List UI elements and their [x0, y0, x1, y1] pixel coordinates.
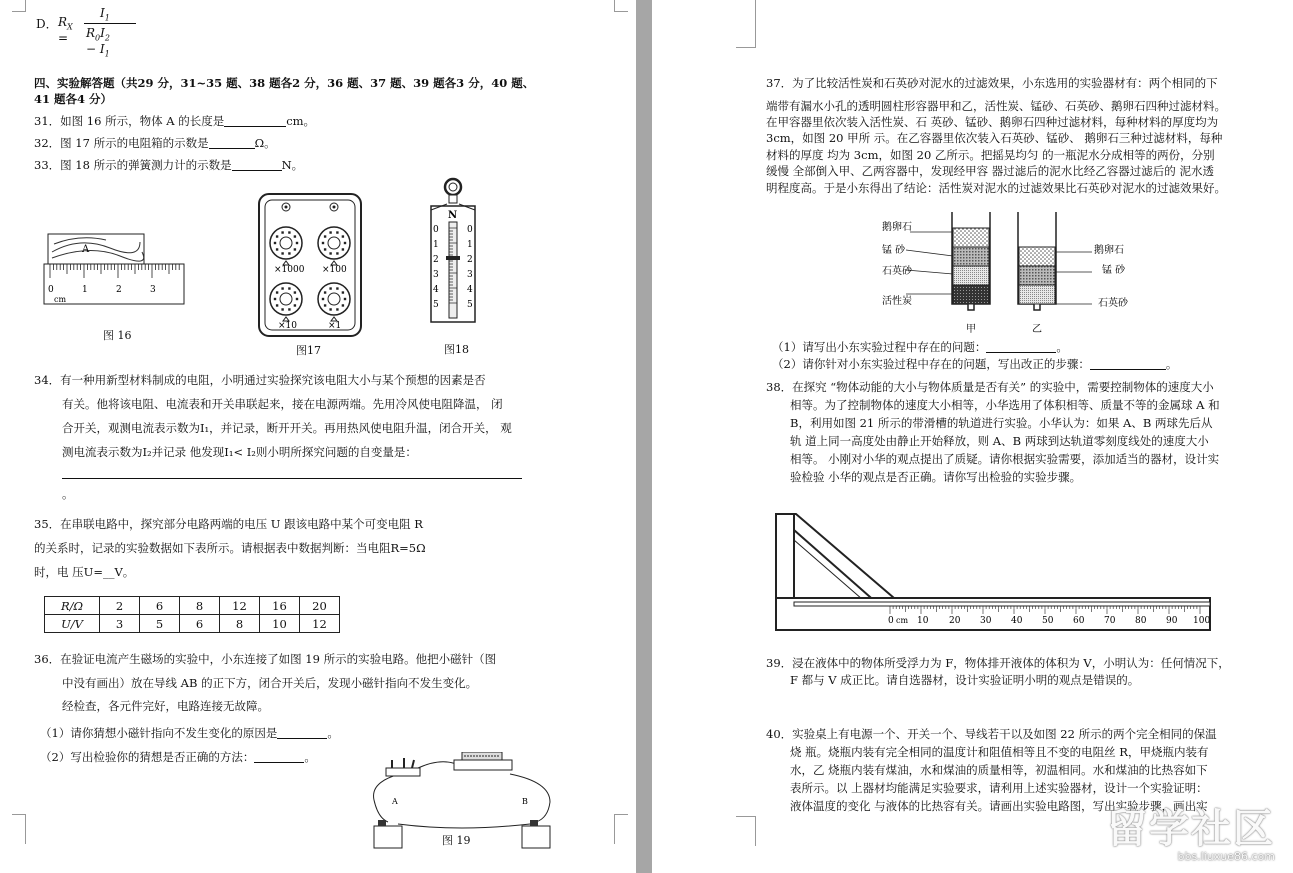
dial-multiplier: ×100 — [322, 265, 347, 275]
dial-multiplier: ×10 — [278, 321, 297, 331]
crop-mark — [614, 0, 628, 12]
formula-numerator: $I_1$ — [100, 6, 110, 23]
scale-tick-label: 4 — [433, 285, 439, 295]
dial-digit-mark — [342, 235, 344, 237]
ruler-tick-label: 50 — [1042, 616, 1054, 626]
question-40-line: 表所示。以 上器材均能满足实验要求，请利用上述实验器材，设计一个实验证明： — [790, 781, 1208, 795]
dial-digit-mark — [324, 235, 326, 237]
question-37-line: 端带有漏水小孔的透明圆柱形容器甲和乙，活性炭、锰砂、石英砂、鹅卵石四种过滤材料。 — [766, 99, 1226, 113]
ruler-tick-label: 0 — [888, 616, 894, 626]
question-33: 33．图 18 所示的弹簧测力计的示数是 N。 — [34, 158, 304, 172]
figure-19-caption: 图 19 — [442, 834, 471, 847]
dial-digit-mark — [342, 291, 344, 293]
ruler-tick-label: 40 — [1011, 616, 1023, 626]
question-38-line: B，利用如图 21 所示的带滑槽的轨道进行实验。小华认为：如果 A、B 两球先后从 — [790, 416, 1213, 430]
table-cell: 10 — [260, 615, 300, 633]
layer-manganese — [953, 247, 989, 266]
scale-unit: N — [448, 210, 458, 221]
crop-mark — [736, 816, 756, 846]
point-a-label: A — [392, 797, 398, 806]
dial-digit-mark — [324, 291, 326, 293]
scale-tick-label: 5 — [467, 300, 473, 310]
dial-digit-mark — [344, 242, 346, 244]
figure-17-resistance-box — [258, 193, 362, 337]
question-37-sub-2: （2）请你针对小东实验过程中存在的问题，写出改正的步骤： 。 — [772, 357, 1178, 371]
dial-digit-mark — [281, 287, 283, 289]
question-35-line: 35．在串联电路中，探究部分电路两端的电压 U 跟该电路中某个可变电阻 R — [34, 517, 423, 531]
filter-label: 石英砂 — [882, 266, 912, 277]
answer-blank[interactable] — [232, 159, 282, 171]
answer-blank[interactable] — [224, 115, 286, 127]
dial-digit-mark — [329, 308, 331, 310]
question-35-line: 时，电 压U=__V。 — [34, 565, 135, 579]
dial-digit-mark — [296, 298, 298, 300]
table-header-cell: U/V — [45, 615, 100, 633]
question-36-line: 中没有画出）放在导线 AB 的正下方，闭合开关后，发现小磁针指向不发生变化。 — [62, 676, 478, 690]
point-b-label: B — [522, 797, 528, 806]
question-36-sub-2: （2）写出检验你的猜想是否正确的方法： 。 — [40, 750, 316, 764]
figure-16-caption: 图 16 — [103, 329, 132, 342]
dial-digit-mark — [294, 248, 296, 250]
dial-digit-mark — [336, 308, 338, 310]
answer-blank[interactable] — [209, 137, 255, 149]
question-34-line: 有关。他将该电阻、电流表和开关串联起来，接在电源两端。先用冷风使电阻降温， 闭 — [62, 397, 503, 411]
ruler-tick-label: 100 — [1193, 616, 1211, 626]
track-ramp — [794, 514, 894, 598]
data-table — [44, 596, 340, 633]
ruler-tick-label: 70 — [1104, 616, 1116, 626]
question-37-line: 缓慢 全部倒入甲、乙两容器中，发现经甲容 器过滤后的泥水比经乙容器过滤后的 泥水透 — [766, 164, 1214, 178]
layer-pebble — [953, 228, 989, 247]
dial-digit-mark — [294, 235, 296, 237]
question-37-sub-1: （1）请写出小东实验过程中存在的问题： 。 — [772, 340, 1068, 354]
figure-18-caption: 图18 — [444, 343, 469, 356]
scale-tick-label: 0 — [467, 225, 473, 235]
wire — [418, 762, 456, 768]
dial-digit-mark — [342, 304, 344, 306]
dial-digit-mark — [329, 287, 331, 289]
filter-label: 鹅卵石 — [1094, 245, 1124, 256]
formula-lhs: $R_X$ = — [58, 15, 73, 46]
dial-multiplier: ×1000 — [274, 265, 305, 275]
layer-manganese — [1019, 266, 1055, 285]
filter-label: 锰 砂 — [882, 245, 906, 256]
question-37-line: 材料的厚度 均为 3cm，如图 20 乙所示。把摇晃均匀 的一瓶泥水分成相等的两份，分别 — [766, 148, 1215, 162]
ruler-tick-label: 1 — [82, 285, 88, 295]
dial-digit-mark — [336, 287, 338, 289]
question-34-line: 测电流表示数为I₂并记录 他发现I₁< I₂则小明所探究问题的自变量是： — [62, 445, 417, 459]
right-page — [652, 0, 1293, 873]
answer-blank[interactable] — [1090, 358, 1166, 370]
table-cell: 2 — [100, 597, 140, 615]
question-34-end: 。 — [62, 487, 74, 501]
table-cell: 12 — [220, 597, 260, 615]
scale-ring — [445, 179, 461, 195]
question-40-line: 水，乙 烧瓶内装有煤油，水和煤油的质量相等，初温相同。水和煤油的比热容如下 — [790, 763, 1208, 777]
table-cell: 5 — [140, 615, 180, 633]
formula-denominator: $R_0I_2 - I_1$ — [86, 26, 110, 59]
question-38-line: 验检验 小华的观点是否正确。请你写出检验的实验步骤。 — [790, 470, 1082, 484]
filter-label: 活性炭 — [882, 296, 912, 307]
dial-digit-mark — [344, 298, 346, 300]
answer-blank[interactable] — [277, 727, 327, 739]
table-cell: 8 — [180, 597, 220, 615]
dial-digit-mark — [276, 304, 278, 306]
section-title: 四、实验解答题（共29 分，31~35 题、38 题各2 分，36 题、37 题、39 题各3 分，40 题、 — [34, 76, 535, 90]
crop-mark — [736, 0, 756, 48]
page-gutter — [636, 0, 652, 873]
question-34-line: 合开关，观测电流表示数为I₁，并记录，断开开关。再用热风使电阻升温，闭合开关， 观 — [62, 421, 512, 435]
dial-digit-mark — [288, 308, 290, 310]
ruler-tick-label: 0 — [48, 285, 54, 295]
ruler-tick-label: 30 — [980, 616, 992, 626]
ruler-tick-label: 2 — [116, 285, 122, 295]
dial-digit-mark — [288, 287, 290, 289]
layer-carbon — [953, 285, 989, 304]
question-40-line: 40．实验桌上有电源一个、开关一个、导线若干以及如图 22 所示的两个完全相同的保温 — [766, 727, 1217, 741]
figure-16-ruler — [40, 230, 190, 310]
answer-line[interactable] — [62, 478, 522, 479]
question-36-line: 36．在验证电流产生磁场的实验中，小东连接了如图 19 所示的实验电路。他把小磁针（图 — [34, 652, 497, 666]
ruler-tick-label: 60 — [1073, 616, 1085, 626]
table-header-cell: R/Ω — [45, 597, 100, 615]
ruler-tick-label: 90 — [1166, 616, 1178, 626]
dial-digit-mark — [276, 235, 278, 237]
track-groove — [794, 602, 1210, 606]
question-38-line: 38．在探究 “物体动能的大小与物体质量是否有关” 的实验中，需要控制物体的速度大小 — [766, 380, 1214, 394]
question-36-line: 经检查，各元件完好，电路连接无故障。 — [62, 699, 269, 713]
figure-17-caption: 图17 — [296, 344, 321, 357]
dial-digit-mark — [281, 308, 283, 310]
dial-digit-mark — [274, 298, 276, 300]
watermark-logo: 留学社区 bbs.liuxue86.com — [1107, 806, 1275, 863]
scale-tick-label: 3 — [433, 270, 439, 280]
battery — [374, 826, 402, 848]
question-39-line: 39．浸在液体中的物体所受浮力为 F，物体排开液体的体积为 V，小明认为：任何情况下， — [766, 656, 1230, 670]
question-40-line: 液体温度的变化 与液体的比热容有关。请画出实验电路图，写出实验步骤，画出实 — [790, 799, 1208, 813]
layer-pebble — [1019, 247, 1055, 266]
table-cell: 8 — [220, 615, 260, 633]
track-post — [776, 514, 794, 598]
question-38-line: 相等。为了控制物体的速度大小相等，小华选用了体积相等、质量不等的金属球 A 和 — [790, 398, 1220, 412]
figure-21-track — [774, 510, 1212, 632]
filter-label: 石英砂 — [1098, 298, 1128, 309]
question-37-line: 明程度高。于是小东得出了结论：活性炭对泥水的过滤效果比石英砂对泥水的过滤效果好。 — [766, 181, 1226, 195]
table-row — [45, 615, 340, 633]
figure-18-spring-scale — [425, 176, 481, 328]
ruler-tick-label: 3 — [150, 285, 156, 295]
rheostat — [454, 760, 512, 770]
table-cell: 6 — [140, 597, 180, 615]
question-35-line: 的关系时，记录的实验数据如下表所示。请根据表中数据判断：当电阻R=5Ω — [34, 541, 426, 555]
scale-tick-label: 1 — [433, 240, 439, 250]
scale-tick-label: 2 — [433, 255, 439, 265]
table-cell: 16 — [260, 597, 300, 615]
dial-digit-mark — [322, 242, 324, 244]
ruler-unit: cm — [54, 295, 67, 304]
layer-quartz — [953, 266, 989, 285]
question-37-line: 3cm，如图 20 甲所 示。在乙容器里依次装入石英砂、锰砂、 鹅卵石三种过滤材料，每种 — [766, 131, 1223, 145]
scale-tick-label: 2 — [467, 255, 473, 265]
question-38-line: 相等。 小刚对小华的观点提出了质疑。请你根据实验需要，添加适当的器材，设计实 — [790, 452, 1220, 466]
dial-digit-mark — [281, 252, 283, 254]
dial-digit-mark — [329, 252, 331, 254]
question-37-line: 在甲容器里依次装入活性炭、石 英砂、锰砂、鹅卵石四种过滤材料，每种材料的厚度均为 — [766, 115, 1219, 129]
question-37-line: 37．为了比较活性炭和石英砂对泥水的过滤效果，小东选用的实验器材有：两个相同的下 — [766, 76, 1218, 90]
dial-digit-mark — [342, 248, 344, 250]
dial-digit-mark — [294, 291, 296, 293]
dial-digit-mark — [288, 252, 290, 254]
question-40-line: 烧 瓶。烧瓶内装有完全相同的温度计和阻值相等且不变的电阻丝 R，甲烧瓶内装有 — [790, 745, 1209, 759]
block-label: A — [82, 244, 90, 255]
filter-label: 鹅卵石 — [882, 222, 912, 233]
dial-digit-mark — [322, 298, 324, 300]
table-cell: 6 — [180, 615, 220, 633]
scale-pointer — [446, 256, 460, 260]
fraction-bar — [84, 23, 136, 24]
scale-tick-label: 1 — [467, 240, 473, 250]
left-page — [0, 0, 636, 873]
question-38-line: 轨 道上同一高度处由静止开始释放，则 A、B 两球到达轨道零刻度线处的速度大小 — [790, 434, 1209, 448]
dial-digit-mark — [324, 304, 326, 306]
filter-label: 锰 砂 — [1102, 265, 1126, 276]
question-32: 32．图 17 所示的电阻箱的示数是 Ω。 — [34, 136, 276, 150]
ruler-tick-label: 80 — [1135, 616, 1147, 626]
figure-20-filters — [882, 212, 1162, 336]
crop-mark — [12, 814, 26, 844]
dial-digit-mark — [281, 231, 283, 233]
ruler-tick-label: 20 — [949, 616, 961, 626]
container-label: 乙 — [1032, 324, 1042, 335]
dial-digit-mark — [276, 248, 278, 250]
scale-tick-label: 5 — [433, 300, 439, 310]
question-34-line: 34．有一种用新型材料制成的电阻，小明通过实验探究该电阻大小与某个预想的因素是否 — [34, 373, 486, 387]
section-title-cont: 41 题各4 分） — [34, 92, 113, 106]
ruler-tick-label: 10 — [917, 616, 929, 626]
wire-ab — [398, 824, 530, 828]
question-31: 31．如图 16 所示，物体 A 的长度是 cm。 — [34, 114, 316, 128]
wire — [510, 774, 550, 822]
battery — [522, 826, 550, 848]
dial-multiplier: ×1 — [328, 321, 342, 331]
crop-mark — [614, 814, 628, 844]
dial-digit-mark — [276, 291, 278, 293]
dial-digit-mark — [324, 248, 326, 250]
ruler-unit: cm — [896, 616, 909, 625]
answer-blank[interactable] — [986, 341, 1056, 353]
scale-tick-label: 0 — [433, 225, 439, 235]
option-label: D． — [36, 17, 58, 31]
question-39-line: F 都与 V 成正比。请自选器材，设计实验证明小明的观点是错误的。 — [790, 673, 1140, 687]
layer-quartz — [1019, 285, 1055, 304]
question-36-sub-1: （1）请你猜想小磁针指向不发生变化的原因是 。 — [40, 726, 339, 740]
table-cell: 12 — [300, 615, 340, 633]
dial-digit-mark — [336, 231, 338, 233]
table-cell: 3 — [100, 615, 140, 633]
container-label: 甲 — [966, 324, 976, 335]
table-cell: 20 — [300, 597, 340, 615]
dial-digit-mark — [336, 252, 338, 254]
crop-mark — [12, 0, 26, 12]
dial-digit-mark — [274, 242, 276, 244]
scale-tick-label: 4 — [467, 285, 473, 295]
answer-blank[interactable] — [254, 751, 304, 763]
dial-digit-mark — [296, 242, 298, 244]
dial-digit-mark — [288, 231, 290, 233]
switch — [386, 768, 420, 776]
scale-tick-label: 3 — [467, 270, 473, 280]
dial-digit-mark — [294, 304, 296, 306]
dial-digit-mark — [329, 231, 331, 233]
table-row — [45, 597, 340, 615]
